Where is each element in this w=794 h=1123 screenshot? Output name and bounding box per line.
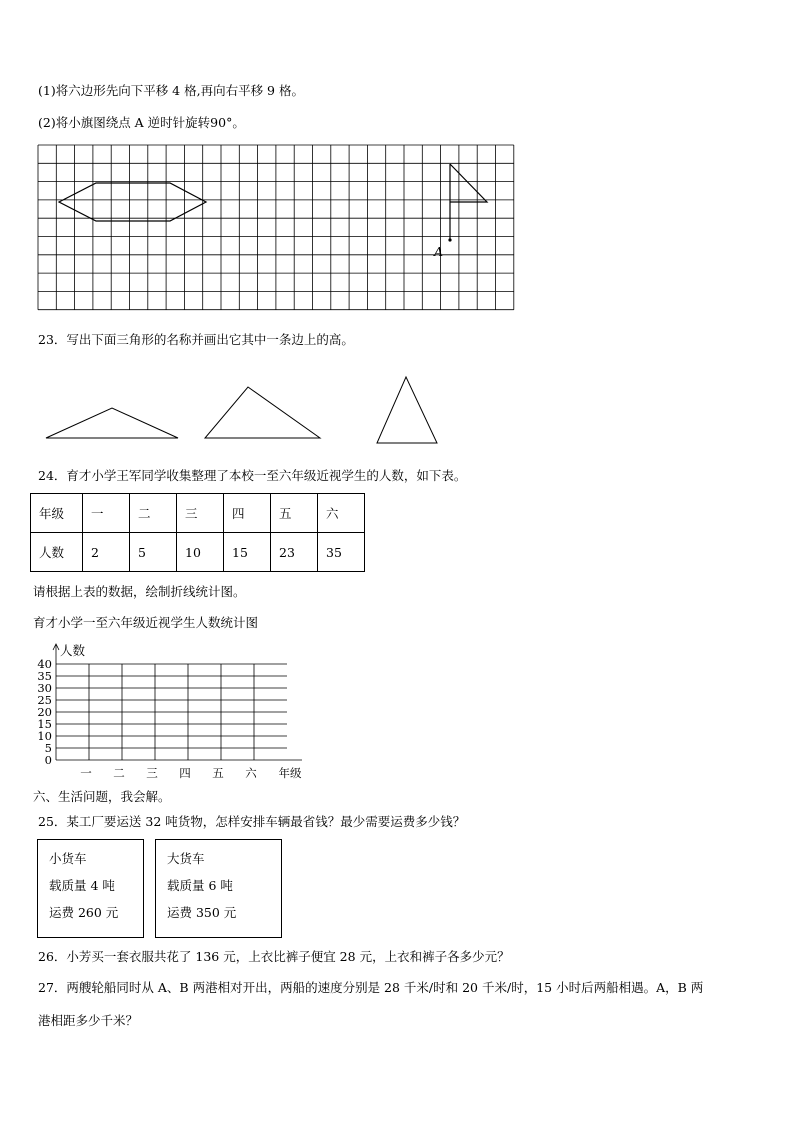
- y-axis-label: 人数: [60, 643, 86, 658]
- table-cell: 23: [271, 533, 318, 572]
- q26-text: 26．小芳买一套衣服共花了 136 元，上衣比裤子便宜 28 元，上衣和裤子各多少元？: [38, 949, 510, 964]
- table-cell: 二: [130, 494, 177, 533]
- big-truck-box: [155, 839, 282, 938]
- section6-title: 六、生活问题，我会解。: [33, 789, 171, 804]
- big-truck-name: 大货车: [167, 851, 205, 866]
- x-tick-label: 六: [245, 766, 257, 780]
- point-a-label: A: [434, 244, 444, 259]
- x-axis-label: 年级: [278, 766, 302, 780]
- q22-part2: (2)将小旗图绕点 A 逆时针旋转90°。: [38, 115, 245, 130]
- y-tick-label: 30: [37, 681, 52, 695]
- table-cell: 年级: [31, 494, 83, 533]
- big-truck-capacity: 载质量 6 吨: [167, 878, 233, 893]
- q24-text: 24．育才小学王军同学收集整理了本校一至六年级近视学生的人数，如下表。: [38, 468, 467, 483]
- table-cell: 2: [83, 533, 130, 572]
- small-truck-capacity: 载质量 4 吨: [49, 878, 115, 893]
- table-cell: 五: [271, 494, 318, 533]
- y-tick-label: 5: [44, 741, 52, 755]
- q24-instruction: 请根据上表的数据，绘制折线统计图。: [33, 584, 246, 599]
- table-cell: 35: [318, 533, 365, 572]
- q23-text: 23．写出下面三角形的名称并画出它其中一条边上的高。: [38, 332, 354, 347]
- q22-part1: (1)将六边形先向下平移 4 格,再向右平移 9 格。: [38, 83, 304, 98]
- table-cell: 六: [318, 494, 365, 533]
- q27-line2: 港相距多少千米？: [38, 1013, 139, 1028]
- table-cell: 一: [83, 494, 130, 533]
- small-truck-fee: 运费 260 元: [49, 905, 119, 920]
- y-tick-label: 20: [37, 705, 52, 719]
- small-truck-box: [37, 839, 144, 938]
- table-cell: 四: [224, 494, 271, 533]
- y-tick-label: 15: [37, 717, 52, 731]
- q27-line1: 27．两艘轮船同时从 A、B 两港相对开出，两船的速度分别是 28 千米/时和 20 千米/时，15 小时后两船相遇。A，B 两: [38, 980, 704, 995]
- table-cell: 5: [130, 533, 177, 572]
- x-tick-label: 一: [80, 766, 92, 780]
- x-tick-label: 二: [113, 766, 125, 780]
- chart-title: 育才小学一至六年级近视学生人数统计图: [33, 615, 259, 630]
- x-tick-label: 五: [212, 766, 224, 780]
- y-tick-label: 0: [44, 753, 52, 767]
- y-tick-label: 10: [37, 729, 52, 743]
- y-tick-label: 35: [37, 669, 52, 683]
- table-cell: 三: [177, 494, 224, 533]
- q25-text: 25．某工厂要运送 32 吨货物，怎样安排车辆最省钱？最少需要运费多少钱？: [38, 814, 466, 829]
- big-truck-fee: 运费 350 元: [167, 905, 237, 920]
- table-cell: 15: [224, 533, 271, 572]
- x-tick-label: 三: [146, 766, 158, 780]
- table-cell: 10: [177, 533, 224, 572]
- x-tick-label: 四: [179, 766, 191, 780]
- table-cell: 人数: [31, 533, 83, 572]
- y-tick-label: 25: [37, 693, 52, 707]
- small-truck-name: 小货车: [49, 851, 87, 866]
- y-tick-label: 40: [37, 657, 52, 671]
